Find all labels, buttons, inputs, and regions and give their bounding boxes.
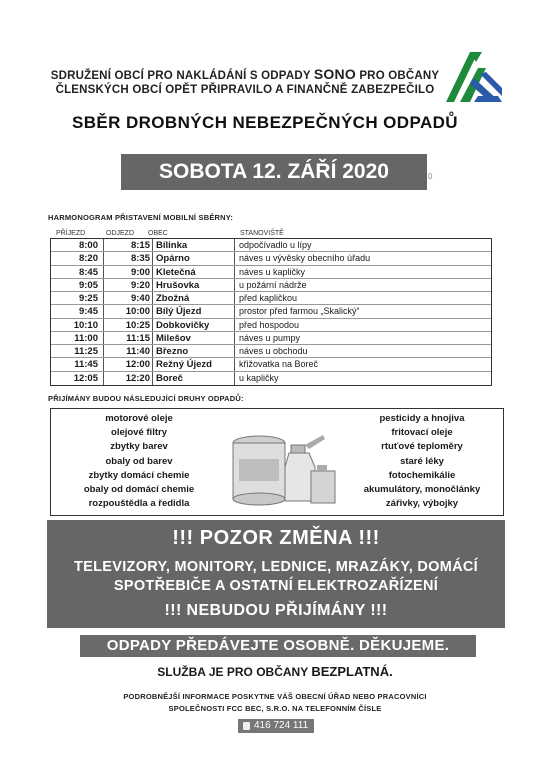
waste-item: obaly od domácí chemie — [83, 484, 195, 495]
collection-place: u kapličky — [239, 372, 279, 383]
column-divider — [103, 279, 104, 292]
village-name: Režný Újezd — [156, 359, 212, 371]
waste-item: rtuťové teploměry — [381, 441, 463, 453]
arrival-time: 11:25 — [74, 346, 98, 358]
waste-item: zářivky, výbojky — [385, 498, 459, 510]
warning-line-1: TELEVIZORY, MONITORY, LEDNICE, MRAZÁKY, DOMÁCÍ — [74, 559, 478, 575]
accepted-waste-box — [50, 408, 504, 516]
collection-place: křižovatka na Boreč — [239, 359, 319, 370]
date-mark: 0 — [428, 172, 433, 181]
column-divider — [152, 345, 153, 358]
column-divider — [234, 292, 235, 305]
column-divider — [234, 372, 235, 385]
warning-line-2: SPOTŘEBIČE A OSTATNÍ ELEKTROZAŘÍZENÍ — [113, 578, 439, 594]
column-divider — [152, 305, 153, 318]
village-name: Zbožná — [156, 293, 190, 305]
free-service-strong: BEZPLATNÁ. — [311, 664, 393, 679]
info-line-1: PODROBNĚJŠÍ INFORMACE POSKYTNE VÁŠ OBECNÍ ÚŘAD NEBO PRACOVNÍCI — [123, 692, 427, 701]
arrival-time: 8:00 — [78, 240, 98, 251]
village-name: Bílý Újezd — [156, 306, 202, 318]
table-row — [51, 372, 491, 385]
warning-bottom: !!! NEBUDOU PŘIJÍMÁNY !!! — [164, 602, 388, 619]
handover-banner: ODPADY PŘEDÁVEJTE OSOBNĚ. DĚKUJEME. — [80, 635, 476, 657]
organizer-line-1a: SDRUŽENÍ OBCÍ PRO NAKLÁDÁNÍ S ODPADY — [50, 70, 314, 82]
column-divider — [234, 266, 235, 279]
organizer-line-2: ČLENSKÝCH OBCÍ OPĚT PŘIPRAVILO A FINANČNĚ ZABEZPEČILO — [55, 84, 435, 96]
column-divider — [152, 292, 153, 305]
column-header-arrival: PŘÍJEZD — [56, 230, 86, 237]
warning-title: !!! POZOR ZMĚNA !!! — [172, 527, 380, 549]
collection-place: náves u pumpy — [239, 332, 301, 343]
village-name: Opárno — [156, 253, 190, 265]
table-row — [51, 358, 491, 371]
waste-item: obaly od barev — [105, 455, 173, 467]
accepted-waste-label: PŘIJÍMÁNY BUDOU NÁSLEDUJÍCÍ DRUHY ODPADŮ: — [48, 394, 244, 403]
table-row — [51, 319, 491, 332]
table-row — [51, 252, 491, 265]
arrival-time: 8:45 — [78, 266, 98, 278]
column-header-place: STANOVIŠTĚ — [240, 230, 284, 237]
organizer-name: SONO — [313, 66, 356, 82]
departure-time: 11:15 — [126, 332, 150, 344]
column-divider — [103, 252, 104, 265]
schedule-label: HARMONOGRAM PŘISTAVENÍ MOBILNÍ SBĚRNY: — [48, 213, 234, 222]
collection-place: prostor před farmou „Skalický“ — [239, 306, 360, 317]
column-divider — [152, 279, 153, 292]
column-divider — [234, 358, 235, 371]
departure-time: 9:20 — [130, 279, 150, 291]
organizer-line-1 — [40, 66, 450, 82]
table-row — [51, 345, 491, 358]
collection-place: odpočívadlo u lípy — [239, 240, 312, 250]
waste-item: olejové filtry — [111, 427, 167, 439]
waste-item: zbytky barev — [110, 441, 168, 453]
departure-time: 10:00 — [125, 306, 150, 318]
column-divider — [234, 305, 235, 318]
table-row — [51, 279, 491, 292]
column-divider — [152, 372, 153, 385]
village-name: Dobkovičky — [156, 319, 210, 331]
arrival-time: 10:10 — [73, 319, 98, 331]
village-name: Hrušovka — [156, 279, 200, 291]
departure-time: 9:40 — [130, 293, 150, 305]
departure-time: 8:35 — [130, 253, 150, 265]
column-divider — [152, 239, 153, 252]
column-divider — [234, 279, 235, 292]
arrival-time: 12:05 — [73, 372, 98, 384]
organizer-line-1c: PRO OBČANY — [355, 70, 440, 82]
table-row — [51, 266, 491, 279]
column-divider — [103, 305, 104, 318]
warning-box — [47, 520, 505, 628]
column-divider — [152, 252, 153, 265]
waste-item: motorové oleje — [105, 413, 173, 424]
recycle-arrows-logo — [440, 44, 506, 108]
column-divider — [103, 292, 104, 305]
phone-icon — [243, 722, 250, 730]
arrival-time: 9:25 — [78, 293, 98, 305]
waste-item: staré léky — [400, 455, 444, 467]
schedule-table — [50, 238, 492, 386]
free-service-prefix: SLUŽBA JE PRO OBČANY — [157, 665, 312, 679]
waste-item: zbytky domácí chemie — [88, 469, 190, 481]
arrival-time: 9:45 — [78, 306, 98, 318]
waste-item: akumulátory, monočlánky — [363, 484, 481, 495]
column-divider — [234, 319, 235, 332]
paint-cans-and-spray-bottle-icon — [219, 415, 339, 509]
phone-box — [238, 719, 314, 733]
column-divider — [234, 345, 235, 358]
village-name: Boreč — [156, 372, 183, 384]
column-divider — [152, 266, 153, 279]
arrival-time: 11:45 — [74, 359, 98, 371]
village-name: Bílinka — [156, 240, 188, 251]
table-row — [51, 292, 491, 305]
waste-item: fotochemikálie — [388, 469, 456, 481]
departure-time: 12:00 — [125, 359, 150, 371]
page-title: SBĚR DROBNÝCH NEBEZPEČNÝCH ODPADŮ — [72, 113, 458, 132]
table-row — [51, 305, 491, 318]
arrival-time: 9:05 — [78, 279, 98, 291]
free-service-line — [60, 664, 490, 679]
collection-place: před kapličkou — [239, 293, 298, 304]
arrival-time: 11:00 — [74, 332, 98, 344]
village-name: Březno — [156, 346, 189, 358]
waste-item: rozpouštědla a ředidla — [88, 498, 190, 510]
column-divider — [152, 332, 153, 345]
arrival-time: 8:20 — [78, 253, 98, 265]
collection-place: náves u kapličky — [239, 266, 306, 277]
waste-item: fritovací oleje — [391, 427, 453, 439]
column-divider — [103, 239, 104, 252]
village-name: Milešov — [156, 332, 191, 344]
phone-number: 416 724 111 — [254, 720, 309, 731]
column-divider — [103, 266, 104, 279]
column-divider — [103, 372, 104, 385]
column-divider — [103, 319, 104, 332]
info-line-2: SPOLEČNOSTI FCC BEC, S.R.O. NA TELEFONNÍM ČÍSLE — [168, 704, 382, 713]
column-divider — [234, 239, 235, 252]
departure-time: 9:00 — [130, 266, 150, 278]
table-row — [51, 239, 491, 252]
column-divider — [152, 319, 153, 332]
departure-time: 10:25 — [125, 319, 150, 331]
date-banner: SOBOTA 12. ZÁŘÍ 2020 — [121, 154, 427, 190]
departure-time: 11:40 — [126, 346, 150, 358]
column-divider — [103, 358, 104, 371]
departure-time: 8:15 — [130, 240, 150, 251]
column-divider — [103, 345, 104, 358]
departure-time: 12:20 — [125, 372, 150, 384]
column-divider — [103, 332, 104, 345]
column-divider — [152, 358, 153, 371]
table-row — [51, 332, 491, 345]
column-divider — [234, 332, 235, 345]
waste-item: pesticidy a hnojiva — [379, 413, 465, 424]
collection-place: před hospodou — [239, 319, 300, 330]
collection-place: u požární nádrže — [239, 279, 307, 290]
column-header-departure: ODJEZD — [106, 230, 134, 237]
column-header-village: OBEC — [148, 230, 168, 237]
collection-place: náves u vývěsky obecního úřadu — [239, 253, 371, 264]
collection-place: náves u obchodu — [239, 346, 308, 357]
village-name: Kletečná — [156, 266, 196, 278]
column-divider — [234, 252, 235, 265]
